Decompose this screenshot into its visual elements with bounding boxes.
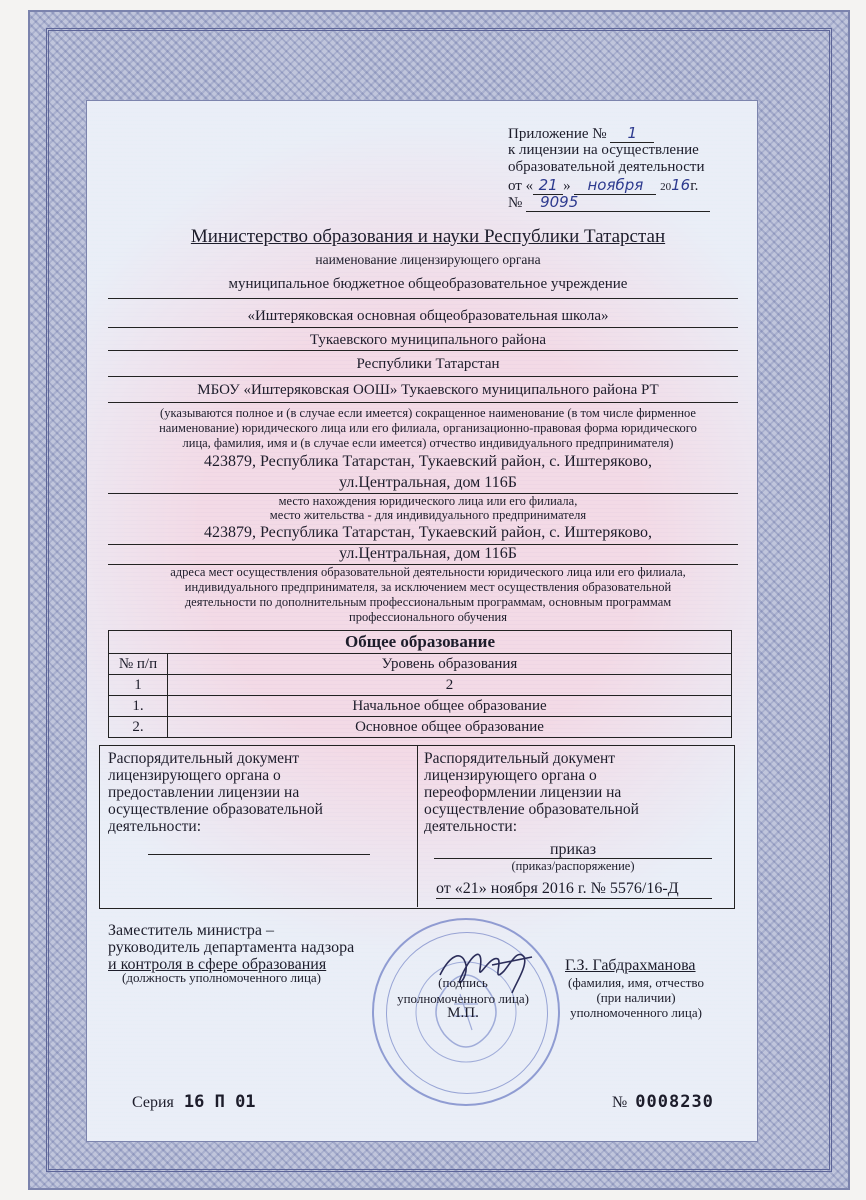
signatory-name: Г.З. Габдрахманова bbox=[565, 957, 696, 974]
appendix-date: от « 21 » ноября 2016г. bbox=[508, 176, 699, 194]
org-caption3: лица, фамилия, имя и (в случае если имеется) отчество индивидуального предпринимателя) bbox=[182, 436, 674, 450]
appendix-line3: образовательной деятельности bbox=[508, 159, 705, 175]
name-caption-3: уполномоченного лица) bbox=[570, 1005, 702, 1020]
authority-caption: наименование лицензирующего органа bbox=[315, 252, 541, 267]
org-rule-2 bbox=[108, 327, 738, 328]
stamp-place-label: М.П. bbox=[447, 1005, 479, 1021]
table-header-row bbox=[109, 654, 732, 675]
activity-caption3: деятельности по дополнительным профессиональным программам, основным программам bbox=[184, 595, 672, 609]
appendix-day: 21 bbox=[533, 176, 563, 195]
org-line3: Тукаевского муниципального района bbox=[309, 332, 547, 348]
signature-caption-2: уполномоченного лица) bbox=[397, 991, 529, 1006]
location-line2: ул.Центральная, дом 116Б bbox=[339, 474, 517, 491]
table-row bbox=[109, 717, 732, 738]
appendix-line2: к лицензии на осуществление bbox=[508, 142, 699, 158]
org-line2: «Иштеряковская основная общеобразовательная школа» bbox=[247, 308, 609, 324]
location-caption1: место нахождения юридического лица или его филиала, bbox=[278, 494, 578, 508]
location-caption2: место жительства - для индивидуального предпринимателя bbox=[269, 508, 587, 522]
index-cell: 1 bbox=[109, 675, 168, 696]
position-caption: (должность уполномоченного лица) bbox=[122, 970, 322, 985]
activity-caption2: индивидуального предпринимателя, за исключением мест осуществления образовательной bbox=[184, 580, 672, 594]
activity-caption1: адреса мест осуществления образовательной деятельности юридического лица или его филиала, bbox=[170, 565, 686, 579]
appendix-license-number: № 9095 bbox=[508, 193, 710, 212]
signature-caption-1: (подпись bbox=[438, 975, 488, 990]
name-caption-1: (фамилия, имя, отчество bbox=[568, 975, 704, 990]
index-cell: 2 bbox=[168, 675, 732, 696]
org-rule-5 bbox=[108, 402, 738, 403]
name-caption-2: (при наличии) bbox=[596, 990, 676, 1005]
table-index-row bbox=[109, 675, 732, 696]
table-title: Общее образование bbox=[109, 631, 732, 654]
activity-line1: 423879, Республика Татарстан, Тукаевский район, с. Иштеряково, bbox=[203, 524, 653, 541]
appendix-year: 16 bbox=[671, 176, 691, 194]
row-number: 2. bbox=[109, 717, 168, 738]
form-number-block: № 0008230 bbox=[612, 1092, 714, 1112]
activity-line2: ул.Центральная, дом 116Б bbox=[339, 545, 517, 562]
activity-caption4: профессионального обучения bbox=[349, 610, 507, 624]
org-rule-1 bbox=[108, 298, 738, 299]
appendix-label: Приложение № 1 bbox=[508, 124, 654, 143]
education-levels-table bbox=[108, 630, 732, 738]
appendix-month: ноября bbox=[574, 176, 656, 195]
reissue-document-label: Распорядительный документ лицензирующего органа о переоформлении лицензии на осуществление образовательной деятельности: bbox=[424, 750, 639, 835]
row-level: Начальное общее образование bbox=[168, 696, 732, 717]
org-line5: МБОУ «Иштеряковская ООШ» Тукаевского муниципального района РТ bbox=[197, 382, 659, 398]
org-caption1: (указываются полное и (в случае если имеется) сокращенное наименование (в том числе фирменное bbox=[160, 406, 696, 420]
col-number-header: № п/п bbox=[109, 654, 168, 675]
appendix-number: 1 bbox=[610, 124, 654, 143]
decision-divider bbox=[417, 745, 418, 907]
location-line1: 423879, Республика Татарстан, Тукаевский район, с. Иштеряково, bbox=[203, 453, 653, 470]
reissue-date-rule bbox=[436, 898, 712, 899]
series-block: Серия 16 П 01 bbox=[132, 1092, 256, 1112]
org-line1: муниципальное бюджетное общеобразовательное учреждение bbox=[228, 276, 628, 292]
form-number-value: 0008230 bbox=[635, 1092, 714, 1112]
org-rule-3 bbox=[108, 350, 738, 351]
row-level: Основное общее образование bbox=[168, 717, 732, 738]
table-title-row bbox=[109, 631, 732, 654]
grant-document-label: Распорядительный документ лицензирующего органа о предоставлении лицензии на осуществление образовательной деятельности: bbox=[108, 750, 323, 835]
org-line4: Республики Татарстан bbox=[356, 356, 500, 372]
org-caption2: наименование) юридического лица или его филиала, организационно-правовая форма юридического bbox=[159, 421, 697, 435]
reissue-document-type: приказ bbox=[549, 841, 597, 858]
row-number: 1. bbox=[109, 696, 168, 717]
signatory-position: Заместитель министра – руководитель департамента надзора и контроля в сфере образования bbox=[108, 922, 355, 973]
reissue-date-number: от «21» ноября 2016 г. № 5576/16-Д bbox=[436, 880, 679, 897]
col-level-header: Уровень образования bbox=[168, 654, 732, 675]
table-row bbox=[109, 696, 732, 717]
series-value: 16 П 01 bbox=[183, 1092, 256, 1112]
authority-name: Министерство образования и науки Республики Татарстан bbox=[190, 226, 666, 247]
grant-document-blank-line bbox=[148, 854, 370, 855]
org-rule-4 bbox=[108, 376, 738, 377]
reissue-type-caption: (приказ/распоряжение) bbox=[511, 859, 635, 873]
